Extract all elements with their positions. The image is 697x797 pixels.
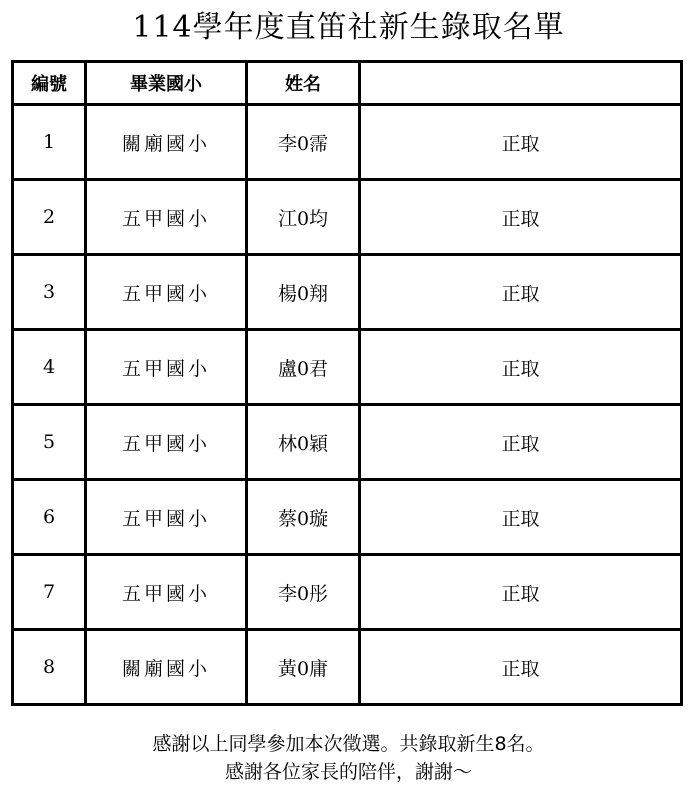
row-status: 正取 bbox=[360, 105, 682, 180]
row-status: 正取 bbox=[360, 330, 682, 405]
table-row bbox=[13, 480, 682, 555]
footer-thanks-line: 感謝以上同學參加本次徵選。共錄取新生8名。 bbox=[152, 733, 545, 755]
row-number: 7 bbox=[13, 555, 86, 630]
row-status: 正取 bbox=[360, 255, 682, 330]
row-name: 楊0翔 bbox=[247, 255, 360, 330]
table-row bbox=[13, 630, 682, 705]
table-row bbox=[13, 405, 682, 480]
table-row bbox=[13, 330, 682, 405]
row-school: 五甲國小 bbox=[86, 180, 247, 255]
row-number: 6 bbox=[13, 480, 86, 555]
row-number: 1 bbox=[13, 105, 86, 180]
header-number: 編號 bbox=[13, 62, 86, 105]
row-name: 盧0君 bbox=[247, 330, 360, 405]
row-name: 李0彤 bbox=[247, 555, 360, 630]
row-number: 8 bbox=[13, 630, 86, 705]
row-status: 正取 bbox=[360, 405, 682, 480]
row-status: 正取 bbox=[360, 630, 682, 705]
admission-table bbox=[11, 60, 683, 706]
row-number: 2 bbox=[13, 180, 86, 255]
row-status: 正取 bbox=[360, 555, 682, 630]
row-school: 五甲國小 bbox=[86, 405, 247, 480]
header-school: 畢業國小 bbox=[86, 62, 247, 105]
row-status: 正取 bbox=[360, 180, 682, 255]
row-status: 正取 bbox=[360, 480, 682, 555]
row-school: 關廟國小 bbox=[86, 630, 247, 705]
row-school: 五甲國小 bbox=[86, 555, 247, 630]
row-number: 4 bbox=[13, 330, 86, 405]
row-name: 江0均 bbox=[247, 180, 360, 255]
row-name: 李0霈 bbox=[247, 105, 360, 180]
page-title: 114學年度直笛社新生錄取名單 bbox=[132, 10, 565, 45]
header-name: 姓名 bbox=[247, 62, 360, 105]
row-name: 黃0庸 bbox=[247, 630, 360, 705]
row-name: 蔡0璇 bbox=[247, 480, 360, 555]
row-number: 5 bbox=[13, 405, 86, 480]
row-school: 五甲國小 bbox=[86, 255, 247, 330]
row-number: 3 bbox=[13, 255, 86, 330]
row-school: 關廟國小 bbox=[86, 105, 247, 180]
table-row bbox=[13, 555, 682, 630]
row-school: 五甲國小 bbox=[86, 330, 247, 405]
row-name: 林0穎 bbox=[247, 405, 360, 480]
table-row bbox=[13, 105, 682, 180]
table-header-row bbox=[13, 62, 682, 105]
footer-parents-line: 感謝各位家長的陪伴，謝謝～ bbox=[224, 761, 472, 783]
table-row bbox=[13, 180, 682, 255]
table-row bbox=[13, 255, 682, 330]
row-school: 五甲國小 bbox=[86, 480, 247, 555]
header-status bbox=[360, 62, 682, 105]
